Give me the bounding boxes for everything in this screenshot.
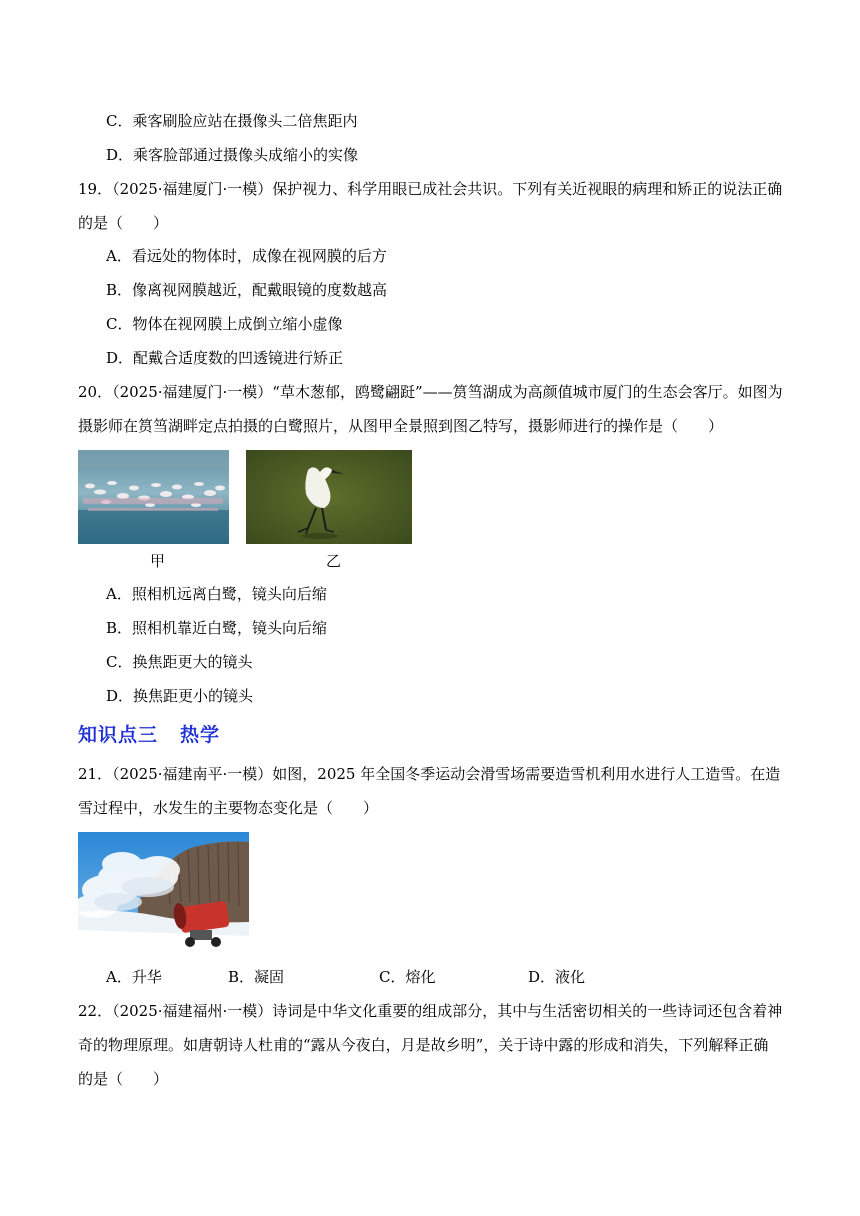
q22-stem-line2: 奇的物理原理。如唐朝诗人杜甫的“露从今夜白，月是故乡明”，关于诗中露的形成和消失，下列解释正确 (78, 1036, 769, 1054)
snow-machine-photo (78, 832, 249, 953)
q20-option-a: A．照相机远离白鹭，镜头向后缩 (106, 585, 327, 603)
section-label: 知识点三 (78, 724, 159, 746)
section-topic: 热学 (180, 724, 221, 746)
q21-stem-line1: 21．（2025·福建南平·一模）如图，2025 年全国冬季运动会滑雪场需要造雪机利用水进行人工造雪。在造 (78, 765, 781, 783)
q21-option-a: A．升华 (106, 968, 162, 986)
q19-stem-line1: 19．（2025·福建厦门·一模）保护视力、科学用眼已成社会共识。下列有关近视眼的病理和矫正的说法正确 (78, 180, 783, 198)
q19-option-a: A．看远处的物体时，成像在视网膜的后方 (106, 247, 387, 265)
q22-stem-line1: 22．（2025·福建福州·一模）诗词是中华文化重要的组成部分，其中与生活密切相关的一些诗词还包含着神 (78, 1002, 783, 1020)
q21-option-b: B．凝固 (228, 968, 285, 986)
q18-option-d: D．乘客脸部通过摄像头成缩小的实像 (106, 146, 359, 164)
photo-caption-jia: 甲 (150, 552, 166, 570)
q18-option-c: C．乘客刷脸应站在摄像头二倍焦距内 (106, 112, 358, 130)
q20-option-d: D．换焦距更小的镜头 (106, 687, 254, 705)
section-heading (78, 722, 220, 748)
photo-caption-yi: 乙 (326, 552, 342, 570)
egret-closeup-photo (246, 450, 412, 544)
q22-stem-line3: 的是（ ） (78, 1070, 169, 1088)
q21-option-d: D．液化 (528, 968, 586, 986)
q20-stem-line1: 20．（2025·福建厦门·一模）“草木葱郁，鸥鹭翩跹”——筼筜湖成为高颜值城市厦门的生态会客厅。如图为 (78, 383, 783, 401)
q20-option-b: B．照相机靠近白鹭，镜头向后缩 (106, 619, 328, 637)
q19-option-b: B．像离视网膜越近，配戴眼镜的度数越高 (106, 281, 388, 299)
q20-stem-line2: 摄影师在筼筜湖畔定点拍摄的白鹭照片，从图甲全景照到图乙特写，摄影师进行的操作是（ ） (78, 417, 724, 435)
q20-option-c: C．换焦距更大的镜头 (106, 653, 253, 671)
q21-option-c: C．熔化 (379, 968, 436, 986)
q19-option-d: D．配戴合适度数的凹透镜进行矫正 (106, 349, 344, 367)
egret-flock-photo (78, 450, 229, 544)
q21-stem-line2: 雪过程中，水发生的主要物态变化是（ ） (78, 799, 379, 817)
q19-stem-line2: 的是（ ） (78, 214, 169, 232)
q19-option-c: C．物体在视网膜上成倒立缩小虚像 (106, 315, 343, 333)
